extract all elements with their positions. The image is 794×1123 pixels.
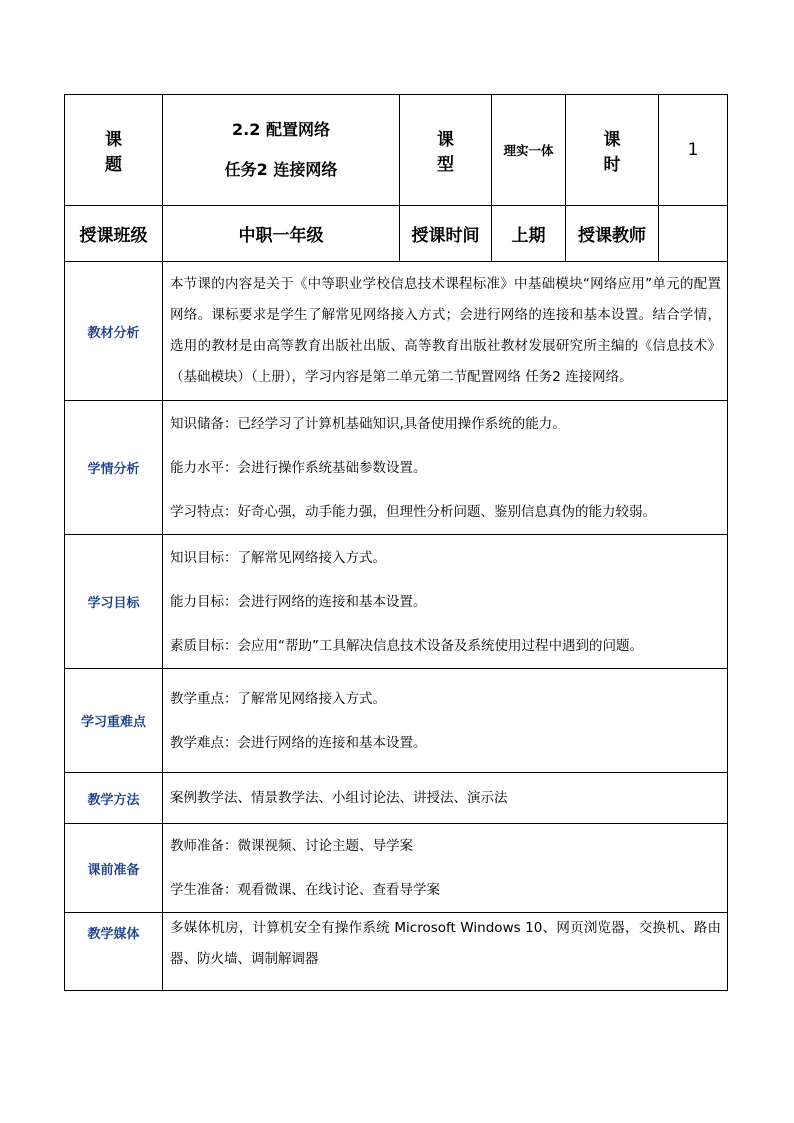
goals-line: 素质目标：会应用“帮助”工具解决信息技术设备及系统使用过程中遇到的问题。: [170, 637, 643, 654]
key-points-line: 教学重点：了解常见网络接入方式。: [170, 690, 386, 707]
class-row: [65, 206, 728, 262]
goals-line: 知识目标：了解常见网络接入方式。: [170, 549, 386, 566]
textbook-paragraph: 本节课的内容是关于《中等职业学校信息技术课程标准》中基础模块“网络应用”单元的配置网络。课标要求是学生了解常见网络接入方式；会进行网络的连接和基本设置。结合学情，选用的教材是由高等教育出版社出版、高等教育出版社教材发展研究所主编的《信息技术》（基础模块）（上册），学习内容是第二单元第二节配置网络 任务2 连接网络。: [170, 276, 721, 385]
preparation-row: [65, 824, 728, 913]
students-line: 学习特点：好奇心强，动手能力强，但理性分析问题、鉴别信息真伪的能力较弱。: [170, 503, 656, 520]
time-value: 上期: [492, 206, 566, 262]
media-row: [65, 913, 728, 991]
goals-line: 能力目标：会进行网络的连接和基本设置。: [170, 593, 427, 610]
type-label: 课 型: [400, 95, 492, 206]
preparation-text: [163, 824, 728, 913]
topic-line-1: 2.2 配置网络: [232, 120, 330, 139]
goals-label: 学习目标: [65, 535, 163, 669]
lesson-plan-table: [64, 94, 728, 991]
methods-text: 案例教学法、情景教学法、小组讨论法、讲授法、演示法: [163, 773, 728, 824]
time-label: 授课时间: [400, 206, 492, 262]
students-row: [65, 401, 728, 535]
teacher-value: [659, 206, 728, 262]
methods-row: [65, 773, 728, 824]
students-line: 知识储备：已经学习了计算机基础知识,具备使用操作系统的能力。: [170, 415, 566, 432]
textbook-row: [65, 262, 728, 401]
media-paragraph: 多媒体机房，计算机安全有操作系统 Microsoft Windows 10、网页浏览器，交换机、路由器、防火墙、调制解调器: [170, 920, 721, 967]
students-text: [163, 401, 728, 535]
key-points-text: [163, 669, 728, 773]
hours-value: 1: [659, 95, 728, 206]
goals-text: [163, 535, 728, 669]
preparation-line: 教师准备：微课视频、讨论主题、导学案: [170, 838, 413, 854]
class-label: 授课班级: [65, 206, 163, 262]
preparation-label: 课前准备: [65, 824, 163, 913]
media-label: 教学媒体: [65, 913, 163, 991]
students-line: 能力水平：会进行操作系统基础参数设置。: [170, 459, 427, 476]
media-text: [163, 913, 728, 991]
preparation-line: 学生准备：观看微课、在线讨论、查看导学案: [170, 882, 440, 898]
methods-label: 教学方法: [65, 773, 163, 824]
type-value: 理实一体: [492, 95, 566, 206]
header-row: [65, 95, 728, 206]
key-points-label: 学习重难点: [65, 669, 163, 773]
topic-label: 课 题: [65, 95, 163, 206]
class-value: 中职一年级: [163, 206, 400, 262]
students-label: 学情分析: [65, 401, 163, 535]
topic-line-2: 任务2 连接网络: [224, 160, 338, 179]
goals-row: [65, 535, 728, 669]
key-points-row: [65, 669, 728, 773]
textbook-text: [163, 262, 728, 401]
hours-label: 课 时: [566, 95, 659, 206]
textbook-label: 教材分析: [65, 262, 163, 401]
teacher-label: 授课教师: [566, 206, 659, 262]
topic-value: [163, 95, 400, 206]
key-points-line: 教学难点：会进行网络的连接和基本设置。: [170, 734, 427, 751]
